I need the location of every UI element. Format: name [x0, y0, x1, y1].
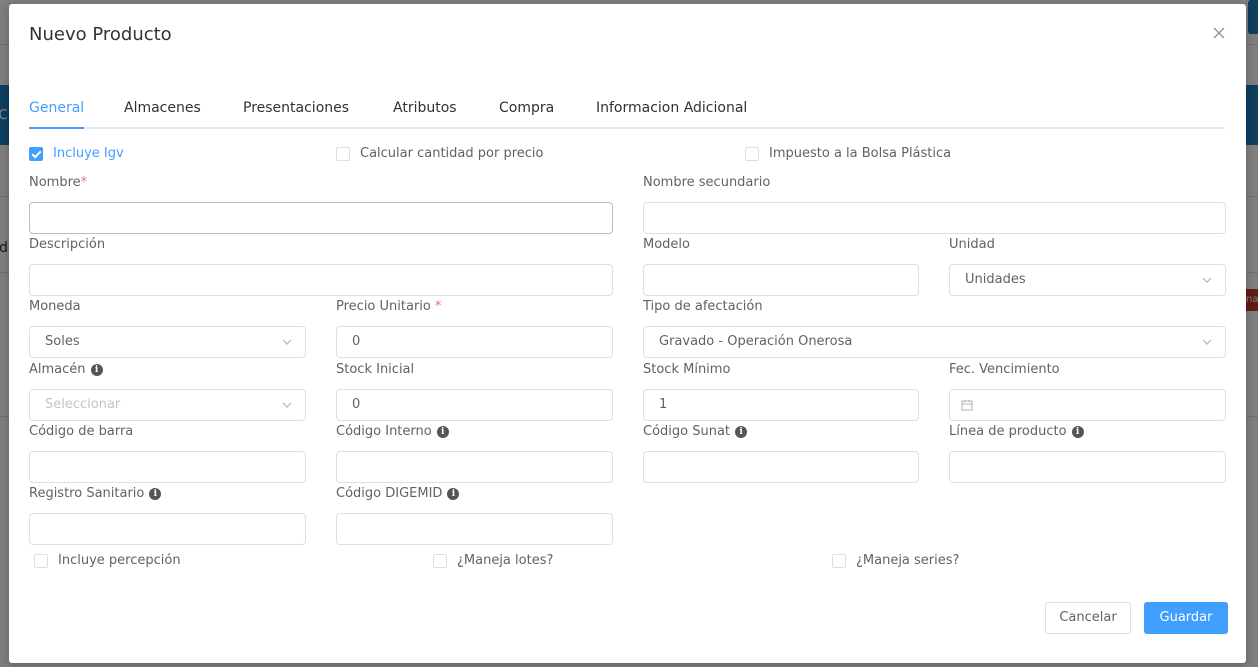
linea-producto-label-text: Línea de producto [949, 424, 1067, 439]
tipo-afectacion-label: Tipo de afectación [643, 299, 763, 314]
tab-presentaciones[interactable]: Presentaciones [243, 100, 350, 116]
codigo-digemid-label [336, 486, 459, 501]
maneja-lotes-label: ¿Maneja lotes? [457, 553, 554, 568]
nombre-secundario-label: Nombre secundario [643, 175, 771, 190]
registro-sanitario-input[interactable] [29, 513, 306, 545]
info-icon[interactable]: i [149, 488, 161, 500]
codigo-interno-input[interactable] [336, 451, 613, 483]
maneja-series-label: ¿Maneja series? [856, 553, 960, 568]
unidad-select[interactable] [949, 264, 1226, 296]
tab-general[interactable]: General [29, 100, 85, 116]
nombre-label [29, 175, 87, 190]
checkbox-icon[interactable] [832, 554, 846, 568]
nombre-label-text: Nombre [29, 175, 81, 190]
new-product-dialog [9, 4, 1246, 663]
stock-minimo-label: Stock Mínimo [643, 362, 731, 377]
precio-unitario-input[interactable]: 0 [336, 326, 613, 358]
codigo-sunat-label-text: Código Sunat [643, 424, 731, 439]
modelo-input[interactable] [643, 264, 919, 296]
codigo-interno-label-text: Código Interno [336, 424, 432, 439]
calcular-cantidad-label: Calcular cantidad por precio [360, 146, 544, 161]
descripcion-input[interactable] [29, 264, 613, 296]
maneja-series-checkbox[interactable] [832, 553, 959, 568]
codigo-barra-input[interactable] [29, 451, 306, 483]
modelo-label: Modelo [643, 237, 690, 252]
chevron-down-icon [281, 399, 293, 411]
incluye-percepcion-checkbox[interactable] [34, 553, 181, 568]
info-icon[interactable]: i [735, 426, 747, 438]
incluye-percepcion-label: Incluye percepción [58, 553, 181, 568]
descripcion-label: Descripción [29, 237, 106, 252]
chevron-down-icon [1201, 274, 1213, 286]
almacen-label [29, 362, 103, 377]
impuesto-bolsa-label: Impuesto a la Bolsa Plástica [769, 146, 952, 161]
active-tab-indicator [29, 127, 84, 129]
impuesto-bolsa-checkbox[interactable] [745, 146, 951, 161]
codigo-sunat-input[interactable] [643, 451, 919, 483]
moneda-select[interactable] [29, 326, 306, 358]
required-mark: * [434, 299, 442, 314]
tipo-afectacion-select-value: Gravado - Operación Onerosa [659, 334, 853, 349]
moneda-label: Moneda [29, 299, 81, 314]
fec-vencimiento-label: Fec. Vencimiento [949, 362, 1060, 377]
chevron-down-icon [281, 336, 293, 348]
tab-compra[interactable]: Compra [499, 100, 555, 116]
stock-inicial-label: Stock Inicial [336, 362, 415, 377]
info-icon[interactable]: i [447, 488, 459, 500]
unidad-label: Unidad [949, 237, 995, 252]
codigo-barra-label: Código de barra [29, 424, 134, 439]
checkbox-icon[interactable] [34, 554, 48, 568]
tab-informacion-adicional[interactable]: Informacion Adicional [596, 100, 748, 116]
nombre-input[interactable] [29, 202, 613, 234]
almacen-label-text: Almacén [29, 362, 86, 377]
registro-sanitario-label [29, 486, 161, 501]
tipo-afectacion-select[interactable] [643, 326, 1226, 358]
linea-producto-input[interactable] [949, 451, 1226, 483]
almacen-select[interactable] [29, 389, 306, 421]
codigo-sunat-label [643, 424, 747, 439]
info-icon[interactable]: i [437, 426, 449, 438]
codigo-interno-label [336, 424, 449, 439]
unidad-select-value: Unidades [965, 272, 1026, 287]
save-button[interactable]: Guardar [1144, 602, 1228, 634]
linea-producto-label [949, 424, 1084, 439]
stock-minimo-input[interactable]: 1 [643, 389, 919, 421]
almacen-select-placeholder: Seleccionar [45, 397, 121, 412]
codigo-digemid-label-text: Código DIGEMID [336, 486, 443, 501]
nombre-secundario-input[interactable] [643, 202, 1226, 234]
precio-unitario-label-text: Precio Unitario [336, 299, 431, 314]
info-icon[interactable]: i [91, 364, 103, 376]
tab-atributos[interactable]: Atributos [393, 100, 457, 116]
calendar-icon [961, 399, 973, 411]
codigo-digemid-input[interactable] [336, 513, 613, 545]
stock-inicial-input[interactable]: 0 [336, 389, 613, 421]
precio-unitario-label [336, 299, 441, 314]
incluye-igv-checkbox[interactable] [29, 146, 124, 161]
checkbox-icon[interactable] [745, 147, 759, 161]
close-icon[interactable] [1212, 26, 1226, 40]
required-mark: * [80, 175, 88, 190]
checkbox-icon[interactable] [433, 554, 447, 568]
moneda-select-value: Soles [45, 334, 80, 349]
calcular-cantidad-checkbox[interactable] [336, 146, 543, 161]
chevron-down-icon [1201, 336, 1213, 348]
info-icon[interactable]: i [1072, 426, 1084, 438]
tab-bar [29, 97, 1225, 129]
checkbox-checked-icon[interactable] [29, 147, 43, 161]
fec-vencimiento-date-picker[interactable] [949, 389, 1226, 421]
maneja-lotes-checkbox[interactable] [433, 553, 553, 568]
dialog-title: Nuevo Producto [29, 24, 172, 45]
registro-sanitario-label-text: Registro Sanitario [29, 486, 145, 501]
checkbox-icon[interactable] [336, 147, 350, 161]
cancel-button[interactable]: Cancelar [1045, 602, 1131, 634]
tab-almacenes[interactable]: Almacenes [124, 100, 201, 116]
incluye-igv-label: Incluye Igv [53, 146, 124, 161]
